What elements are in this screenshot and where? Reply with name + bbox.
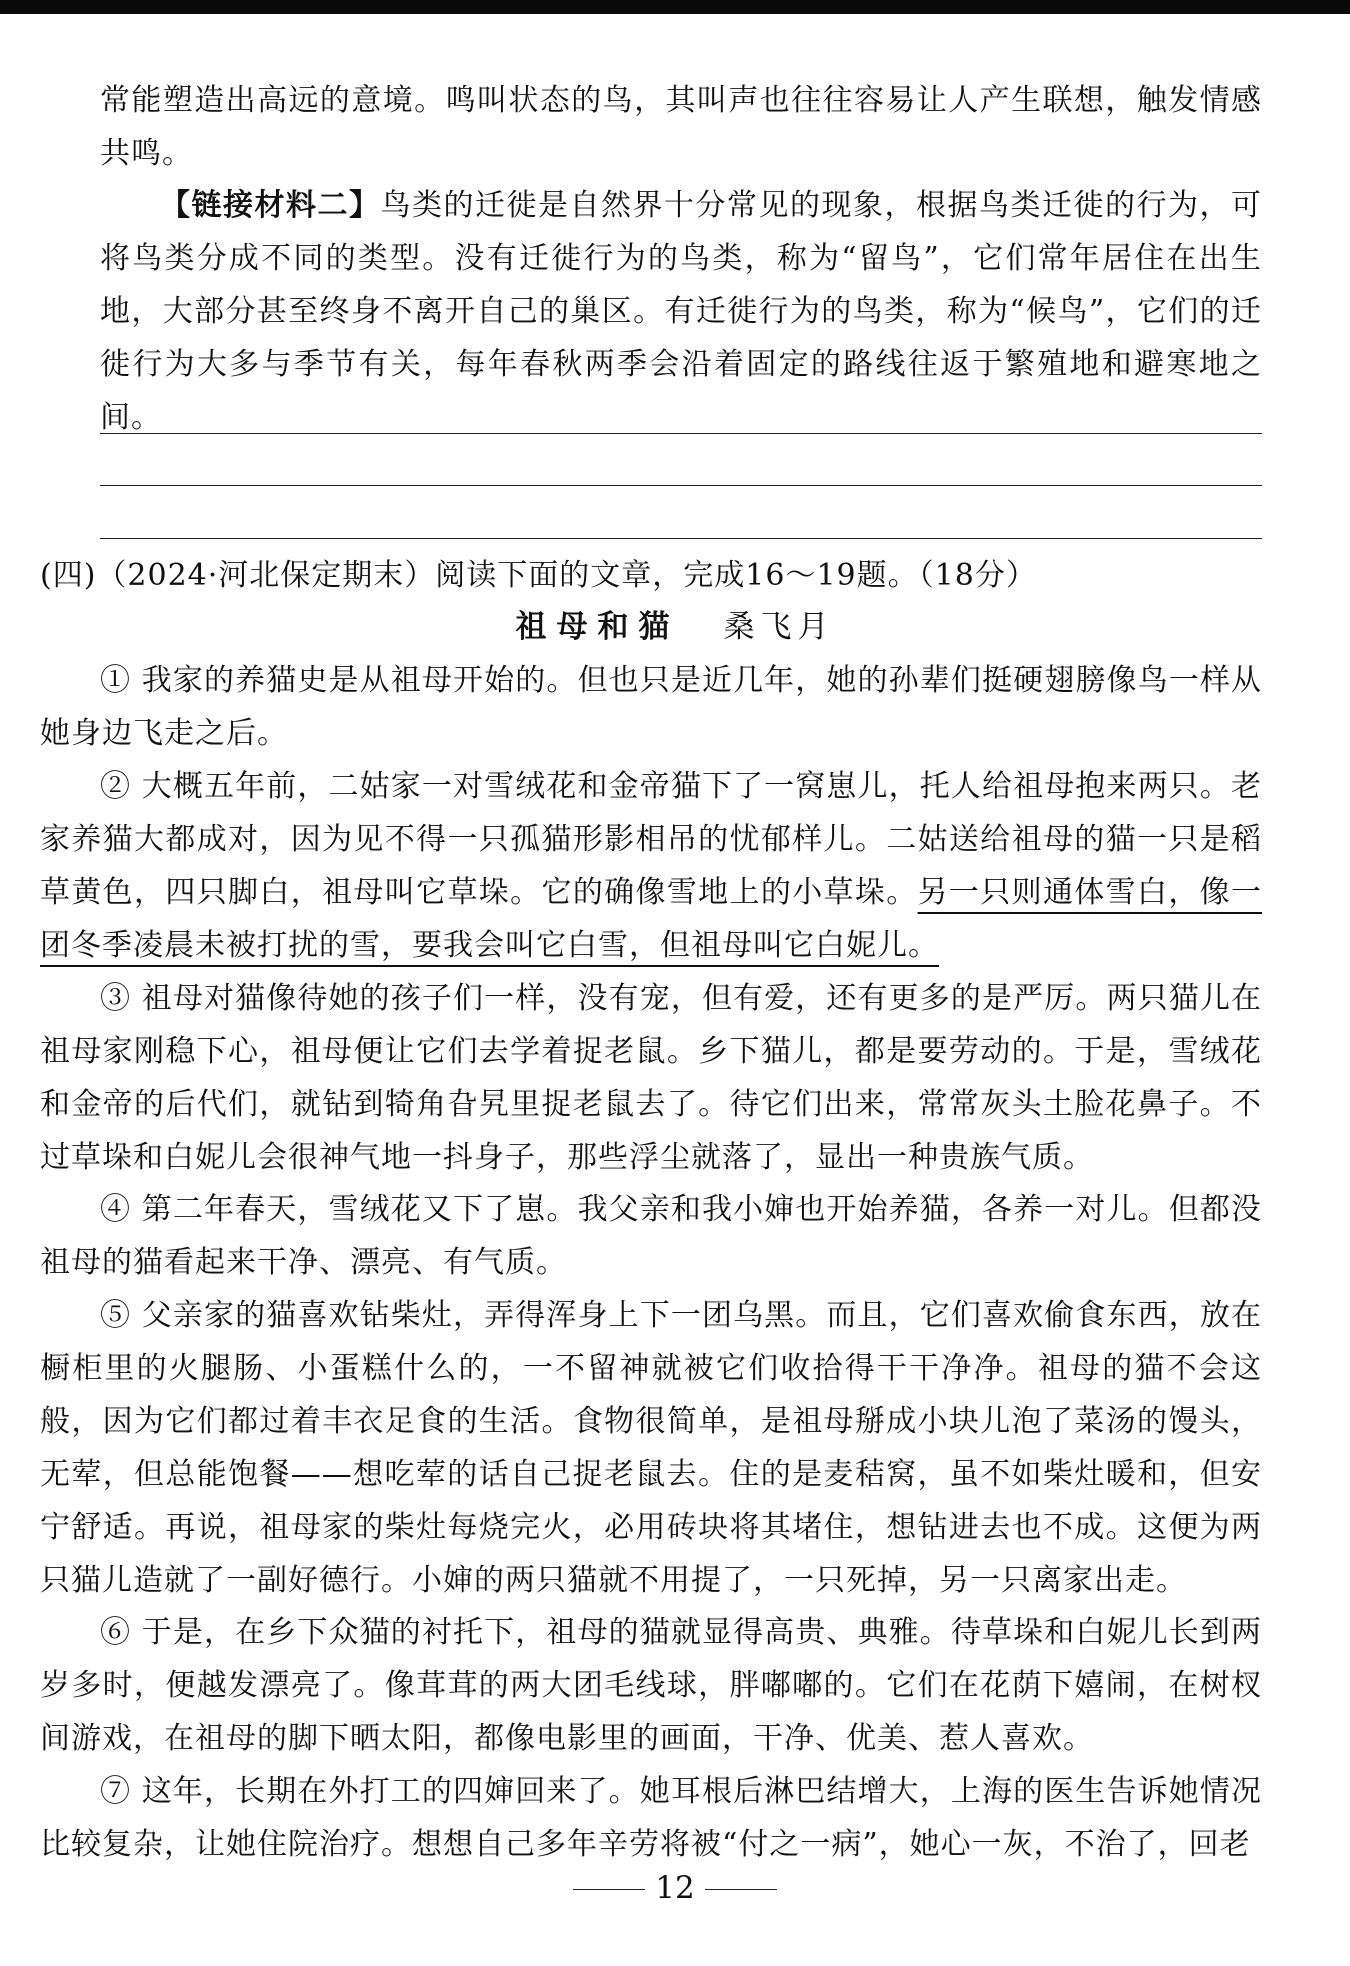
underlined-sentence: 另一只则通体雪白，像一团冬季凌晨未被打扰的雪，要我会叫它白雪，但祖母叫它白妮儿。 bbox=[40, 875, 1262, 963]
article-paragraph-6 bbox=[40, 1606, 1262, 1765]
page-number-footer bbox=[0, 1863, 1350, 1913]
paragraph-3-text: ③ 祖母对猫像待她的孩子们一样，没有宠，但有爱，还有更多的是严厉。两只猫儿在祖母家刚稳下心，祖母便让它们去学着捉老鼠。乡下猫儿，都是要劳动的。于是，雪绒花和金帝的后代们，就钻到犄角旮旯里捉老鼠去了。待它们出来，常常灰头土脸花鼻子。不过草垛和白妮儿会很神气地一抖身子，那些浮尘就落了，显出一种贵族气质。 bbox=[40, 981, 1262, 1175]
section-heading-text: (四)（2024·河北保定期末）阅读下面的文章，完成16～19题。（18分） bbox=[40, 558, 1037, 593]
article-author: 桑飞月 bbox=[723, 609, 835, 645]
paragraph-5-text: ⑤ 父亲家的猫喜欢钻柴灶，弄得浑身上下一团乌黑。而且，它们喜欢偷食东西，放在橱柜里的火腿肠、小蛋糕什么的，一不留神就被它们收拾得干干净净。祖母的猫不会这般，因为它们都过着丰衣足食的生活。食物很简单，是祖母掰成小块儿泡了菜汤的馒头，无荤，但总能饱餐——想吃荤的话自己捉老鼠去。住的是麦秸窝，虽不如柴灶暖和，但安宁舒适。再说，祖母家的柴灶每烧完火，必用砖块将其堵住，想钻进去也不成。这便为两只猫儿造就了一副好德行。小婶的两只猫就不用提了，一只死掉，另一只离家出走。 bbox=[40, 1298, 1262, 1598]
article-paragraph-5 bbox=[40, 1289, 1262, 1607]
page-number-dash-right bbox=[705, 1889, 777, 1890]
paragraph-6-text: ⑥ 于是，在乡下众猫的衬托下，祖母的猫就显得高贵、典雅。待草垛和白妮儿长到两岁多时，便越发漂亮了。像茸茸的两大团毛线球，胖嘟嘟的。它们在花荫下嬉闹，在树杈间游戏，在祖母的脚下晒太阳，都像电影里的画面，干净、优美、惹人喜欢。 bbox=[40, 1615, 1262, 1756]
article-title-line bbox=[0, 602, 1350, 652]
material-continuation bbox=[100, 74, 1262, 180]
material-two-paragraph bbox=[100, 179, 1262, 444]
article-paragraph-4 bbox=[40, 1183, 1262, 1289]
answer-line-1[interactable] bbox=[100, 433, 1262, 434]
paragraph-7-text: ⑦ 这年，长期在外打工的四婶回来了。她耳根后淋巴结增大，上海的医生告诉她情况比较复杂，让她住院治疗。想想自己多年辛劳将被“付之一病”，她心一灰，不治了，回老 bbox=[40, 1774, 1262, 1862]
page-number: 12 bbox=[655, 1870, 695, 1906]
article-title: 祖母和猫 bbox=[515, 609, 680, 645]
article-paragraph-3 bbox=[40, 972, 1262, 1184]
paragraph-1-text: ① 我家的养猫史是从祖母开始的。但也只是近几年，她的孙辈们挺硬翅膀像鸟一样从她身边飞走之后。 bbox=[40, 663, 1262, 751]
article-paragraph-7 bbox=[40, 1765, 1262, 1871]
section-heading bbox=[40, 549, 1300, 602]
paragraph-4-text: ④ 第二年春天，雪绒花又下了崽。我父亲和我小婶也开始养猫，各养一对儿。但都没祖母的猫看起来干净、漂亮、有气质。 bbox=[40, 1192, 1262, 1280]
top-edge-rule bbox=[0, 0, 1350, 22]
answer-line-2[interactable] bbox=[100, 485, 1262, 486]
material-two-text: 鸟类的迁徙是自然界十分常见的现象，根据鸟类迁徙的行为，可将鸟类分成不同的类型。没有迁徙行为的鸟类，称为“留鸟”，它们常年居住在出生地，大部分甚至终身不离开自己的巢区。有迁徙行为的鸟类，称为“候鸟”，它们的迁徙行为大多与季节有关，每年春秋两季会沿着固定的路线往返于繁殖地和避寒地之间。 bbox=[100, 188, 1262, 435]
article-paragraph-1 bbox=[40, 654, 1262, 760]
article-paragraph-2 bbox=[40, 760, 1262, 972]
material-continuation-text: 常能塑造出高远的意境。鸣叫状态的鸟，其叫声也往往容易让人产生联想，触发情感共鸣。 bbox=[100, 83, 1262, 171]
page-number-dash-left bbox=[573, 1889, 645, 1890]
paragraph-2-text: ② 大概五年前，二姑家一对雪绒花和金帝猫下了一窝崽儿，托人给祖母抱来两只。老家养猫大都成对，因为见不得一只孤猫形影相吊的忧郁样儿。二姑送给祖母的猫一只是稻草黄色，四只脚白，祖母叫它草垛。它的确像雪地上的小草垛。 bbox=[40, 769, 1262, 910]
material-two-label: 【链接材料二】 bbox=[160, 188, 381, 223]
answer-line-3[interactable] bbox=[100, 538, 1262, 539]
